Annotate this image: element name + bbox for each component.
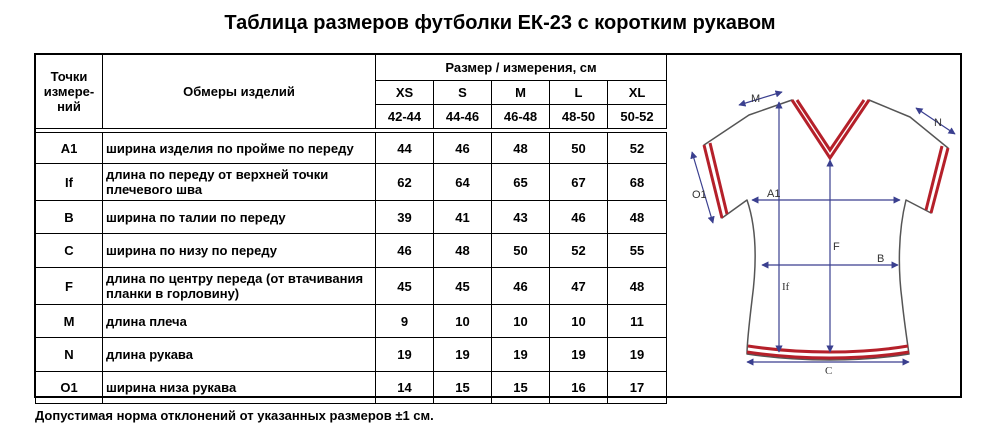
table-row xyxy=(36,372,667,404)
value-cell: 45 xyxy=(376,268,434,305)
value-cell: 64 xyxy=(434,164,492,201)
point-label: O1 xyxy=(36,372,103,404)
point-label: F xyxy=(36,268,103,305)
point-label: If xyxy=(36,164,103,201)
size-header-m: M xyxy=(492,81,550,105)
value-cell: 19 xyxy=(376,338,434,372)
measure-desc: ширина низа рукава xyxy=(103,372,376,404)
value-cell: 19 xyxy=(550,338,608,372)
points-header: Точки измере-ний xyxy=(36,55,103,129)
label-if: If xyxy=(782,281,790,293)
value-cell: 44 xyxy=(376,133,434,164)
measure-desc: ширина изделия по пройме по переду xyxy=(103,133,376,164)
value-cell: 62 xyxy=(376,164,434,201)
label-c: C xyxy=(825,365,833,377)
value-cell: 19 xyxy=(434,338,492,372)
label-a1: A1 xyxy=(767,188,781,200)
value-cell: 45 xyxy=(434,268,492,305)
table-row xyxy=(36,268,667,305)
value-cell: 46 xyxy=(550,201,608,234)
value-cell: 65 xyxy=(492,164,550,201)
label-b: B xyxy=(877,253,885,265)
value-cell: 15 xyxy=(492,372,550,404)
table-row xyxy=(36,338,667,372)
value-cell: 14 xyxy=(376,372,434,404)
point-label: M xyxy=(36,305,103,338)
measure-desc: длина по центру переда (от втачивания планки в горловину) xyxy=(103,268,376,305)
value-cell: 10 xyxy=(550,305,608,338)
value-cell: 46 xyxy=(376,234,434,268)
table-row xyxy=(36,201,667,234)
size-header-s: S xyxy=(434,81,492,105)
page-title: Таблица размеров футболки ЕК-23 с коротким рукавом xyxy=(224,12,776,34)
measure-desc: ширина по талии по переду xyxy=(103,201,376,234)
label-f: F xyxy=(833,241,840,253)
point-label: C xyxy=(36,234,103,268)
m-arrow xyxy=(739,92,782,105)
table-row xyxy=(36,234,667,268)
tshirt-outline xyxy=(704,100,948,360)
tshirt-diagram xyxy=(672,56,960,396)
value-cell: 68 xyxy=(608,164,667,201)
value-cell: 11 xyxy=(608,305,667,338)
value-cell: 47 xyxy=(550,268,608,305)
point-label: B xyxy=(36,201,103,234)
value-cell: 48 xyxy=(608,268,667,305)
value-cell: 16 xyxy=(550,372,608,404)
value-cell: 39 xyxy=(376,201,434,234)
value-cell: 19 xyxy=(608,338,667,372)
value-cell: 67 xyxy=(550,164,608,201)
value-cell: 48 xyxy=(492,133,550,164)
value-cell: 9 xyxy=(376,305,434,338)
value-cell: 10 xyxy=(434,305,492,338)
value-cell: 52 xyxy=(608,133,667,164)
label-m: M xyxy=(751,93,761,105)
value-cell: 10 xyxy=(492,305,550,338)
size-header-xl: XL xyxy=(608,81,667,105)
label-n: N xyxy=(934,117,942,129)
value-cell: 50 xyxy=(550,133,608,164)
measures-header: Обмеры изделий xyxy=(103,55,376,129)
value-cell: 43 xyxy=(492,201,550,234)
range-m: 46-48 xyxy=(492,105,550,129)
table-row xyxy=(36,133,667,164)
value-cell: 46 xyxy=(492,268,550,305)
size-group-header: Размер / измерения, см xyxy=(376,55,667,81)
value-cell: 50 xyxy=(492,234,550,268)
point-label: A1 xyxy=(36,133,103,164)
range-xs: 42-44 xyxy=(376,105,434,129)
size-header-l: L xyxy=(550,81,608,105)
value-cell: 41 xyxy=(434,201,492,234)
range-l: 48-50 xyxy=(550,105,608,129)
measure-desc: длина плеча xyxy=(103,305,376,338)
label-o1: O1 xyxy=(692,189,707,201)
table-row xyxy=(36,164,667,201)
size-table xyxy=(35,54,667,404)
value-cell: 17 xyxy=(608,372,667,404)
tolerance-note: Допустимая норма отклонений от указанных размеров ±1 см. xyxy=(35,408,434,423)
measure-desc: длина рукава xyxy=(103,338,376,372)
value-cell: 48 xyxy=(434,234,492,268)
range-s: 44-46 xyxy=(434,105,492,129)
measure-desc: длина по переду от верхней точки плечевого шва xyxy=(103,164,376,201)
measure-desc: ширина по низу по переду xyxy=(103,234,376,268)
table-row xyxy=(36,305,667,338)
value-cell: 19 xyxy=(492,338,550,372)
value-cell: 46 xyxy=(434,133,492,164)
point-label: N xyxy=(36,338,103,372)
size-header-xs: XS xyxy=(376,81,434,105)
range-xl: 50-52 xyxy=(608,105,667,129)
value-cell: 55 xyxy=(608,234,667,268)
value-cell: 48 xyxy=(608,201,667,234)
value-cell: 15 xyxy=(434,372,492,404)
value-cell: 52 xyxy=(550,234,608,268)
